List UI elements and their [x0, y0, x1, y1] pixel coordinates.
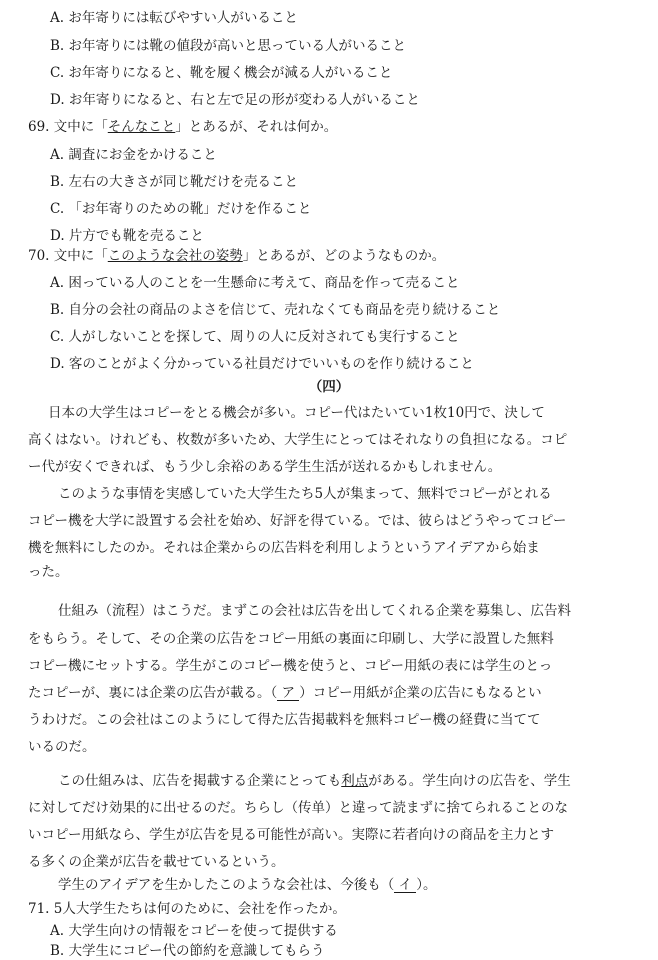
- p4-underlined-term: 利点: [341, 773, 369, 789]
- passage-p2-line4: った。: [28, 564, 69, 580]
- q70-option-b: B. 自分の会社の商品のよさを信じて、売れなくても商品を売り続けること: [50, 302, 501, 318]
- passage-p4-line3: いコピー用紙なら、学生が広告を見る可能性が高い。実際に若者向けの商品を主力とす: [28, 827, 554, 843]
- q70-prefix: 70. 文中に「: [28, 248, 108, 264]
- p3-line4-before: たコピーが、裏には企業の広告が載る。（: [28, 685, 278, 701]
- q69-option-c: C. 「お年寄りのための靴」だけを作ること: [50, 201, 312, 217]
- q68-option-c: C. お年寄りになると、靴を履く機会が減る人がいること: [50, 65, 393, 81]
- q69-quote: そんなこと: [107, 119, 176, 135]
- p5-before: 学生のアイデアを生かしたこのような会社は、今後も（: [58, 877, 395, 893]
- passage-p1-line1: 日本の大学生はコピーをとる機会が多い。コピー代はたいてい1枚10円で、決して: [48, 405, 545, 421]
- p4-line1-after: がある。学生向けの広告を、学生: [368, 773, 571, 789]
- p5-after: ）。: [416, 877, 437, 893]
- q70-option-c: C. 人がしないことを探して、周りの人に反対されても実行すること: [50, 329, 460, 345]
- q70-quote: このような会社の姿勢: [107, 248, 243, 264]
- q71-option-b: B. 大学生にコピー代の節約を意識してもらう: [50, 943, 325, 959]
- section-title: （四）: [308, 379, 350, 395]
- passage-p2-line2: コピー機を大学に設置する会社を始め、好評を得ている。では、彼らはどうやってコピー: [28, 513, 567, 529]
- q69-option-d: D. 片方でも靴を売ること: [50, 228, 204, 244]
- q69-prefix: 69. 文中に「: [28, 119, 108, 135]
- p4-line1-before: この仕組みは、広告を掲載する企業にとっても: [58, 773, 342, 789]
- question-69: [28, 118, 337, 136]
- passage-p5: [28, 876, 437, 894]
- passage-p2-line3: 機を無料にしたのか。それは企業からの広告料を利用しようというアイデアから始ま: [28, 540, 540, 556]
- question-71: 71. 5人大学生たちは何のために、会社を作ったか。: [28, 901, 346, 917]
- blank-b: イ: [394, 878, 416, 893]
- passage-p4-line1: [28, 772, 571, 790]
- q70-suffix: 」とあるが、どのようなものか。: [242, 248, 446, 264]
- passage-p3-line6: いるのだ。: [28, 739, 96, 755]
- q68-option-a: A. お年寄りには転びやすい人がいること: [50, 10, 298, 26]
- q69-suffix: 」とあるが、それは何か。: [175, 119, 338, 135]
- p3-line4-after: ）コピー用紙が企業の広告にもなるとい: [299, 685, 542, 701]
- passage-p3-line4: [28, 684, 542, 702]
- q70-option-a: A. 困っている人のことを一生懸命に考えて、商品を作って売ること: [50, 275, 460, 291]
- passage-p1-line3: ー代が安くできれば、もう少し余裕のある学生生活が送れるかもしれません。: [28, 459, 502, 475]
- q68-option-b: B. お年寄りには靴の値段が高いと思っている人がいること: [50, 38, 407, 54]
- passage-p3-line3: コピー機にセットする。学生がこのコピー機を使うと、コピー用紙の表には学生のとっ: [28, 658, 553, 674]
- q71-option-a: A. 大学生向けの情報をコピーを使って提供する: [50, 923, 338, 939]
- question-70: [28, 247, 445, 265]
- passage-p1-line2: 高くはない。けれども、枚数が多いため、大学生にとってはそれなりの負担になる。コピ: [28, 432, 568, 448]
- passage-p4-line2: に対してだけ効果的に出せるのだ。ちらし（传单）と違って読まずに捨てられることのな: [28, 800, 568, 816]
- passage-p4-line4: る多くの企業が広告を載せているという。: [28, 854, 285, 870]
- passage-p2-line1: このような事情を実感していた大学生たち5人が集まって、無料でコピーがとれる: [58, 486, 552, 502]
- q68-option-d: D. お年寄りになると、右と左で足の形が変わる人がいること: [50, 92, 420, 108]
- q70-option-d: D. 客のことがよく分かっている社員だけでいいものを作り続けること: [50, 356, 474, 372]
- passage-p3-line2: をもらう。そして、その企業の広告をコピー用紙の裏面に印刷し、大学に設置した無料: [28, 631, 554, 647]
- q69-option-a: A. 調査にお金をかけること: [50, 147, 217, 163]
- passage-p3-line1: 仕組み（流程）はこうだ。まずこの会社は広告を出してくれる企業を募集し、広告料: [58, 603, 571, 619]
- passage-p3-line5: うわけだ。この会社はこのようにして得た広告掲載料を無料コピー機の経費に当てて: [28, 712, 541, 728]
- q69-option-b: B. 左右の大きさが同じ靴だけを売ること: [50, 174, 299, 190]
- blank-a: ア: [277, 686, 299, 701]
